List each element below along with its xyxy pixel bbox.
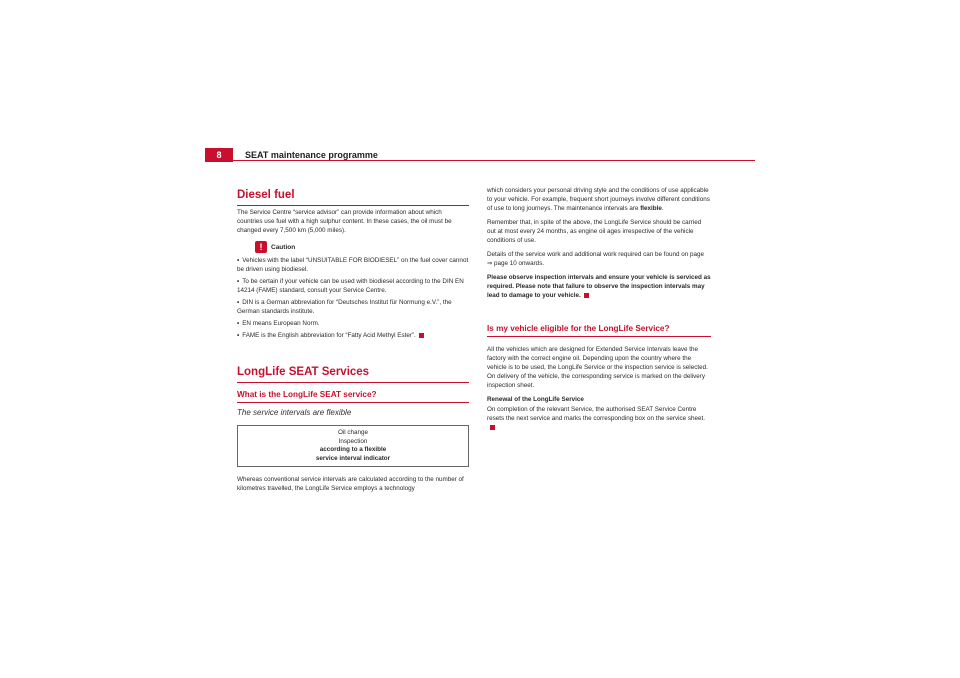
details-paragraph: Details of the service work and additional work required can be found on page ⇒ page 10 onwards. bbox=[487, 251, 705, 267]
header-rule bbox=[205, 160, 755, 161]
list-item: • Vehicles with the label “UNSUITABLE FOR BIODIESEL” on the fuel cover cannot be driven using biodiesel. bbox=[237, 257, 469, 273]
end-mark-icon bbox=[490, 425, 495, 430]
diesel-paragraph: The Service Centre “service advisor” can provide information about which countries use fuel with a high sulphur content. In these cases, the oil must be changed every 7,500 km (5,000 miles). bbox=[237, 209, 452, 234]
running-title: SEAT maintenance programme bbox=[245, 150, 378, 160]
list-item: • DIN is a German abbreviation for “Deutsches Institut für Normung e.V.”, the German standards institute. bbox=[237, 299, 452, 315]
longlife-heading: LongLife SEAT Services bbox=[237, 365, 469, 383]
page-header bbox=[205, 148, 755, 162]
box-line: according to a flexible bbox=[319, 446, 387, 453]
whereas-paragraph: Whereas conventional service intervals are calculated according to the number of kilometres travelled, the LongLife Service employs a technology bbox=[237, 476, 464, 492]
renewal-heading: Renewal of the LongLife Service bbox=[487, 396, 584, 403]
box-line: Inspection bbox=[338, 437, 368, 445]
intro-italic: The service intervals are flexible bbox=[237, 408, 352, 417]
continuation-paragraph: which considers your personal driving style and the conditions of use applicable to your vehicle. For example, frequent short journeys involve different conditions of use to long journeys. The maintenance intervals are flexible. bbox=[487, 187, 710, 212]
diesel-fuel-heading: Diesel fuel bbox=[237, 188, 469, 206]
caution-header bbox=[255, 241, 469, 253]
remember-paragraph: Remember that, in spite of the above, the LongLife Service should be carried out at most every 24 months, as engine oil ages irrespective of the vehicle conditions of use. bbox=[487, 219, 702, 244]
box-line: service interval indicator bbox=[315, 454, 391, 462]
flexible-word: flexible bbox=[640, 205, 662, 212]
service-interval-box bbox=[237, 425, 469, 467]
caution-list bbox=[237, 256, 469, 340]
page-number: 8 bbox=[205, 148, 233, 162]
eligible-heading: Is my vehicle eligible for the LongLife Service? bbox=[487, 323, 711, 337]
renewal-paragraph: On completion of the relevant Service, the authorised SEAT Service Centre resets the next service and marks the corresponding box on the service sheet. bbox=[487, 405, 711, 432]
end-mark-icon bbox=[419, 333, 424, 338]
list-item: • EN means European Norm. bbox=[237, 320, 320, 327]
end-mark-icon bbox=[584, 293, 589, 298]
eligible-paragraph: All the vehicles which are designed for Extended Service Intervals leave the factory with the correct engine oil. Depending upon the country where the vehicle is to be used, the LongLife Service or the inspection service is selected. On delivery of the vehicle, the corresponding service is marked on the delivery inspection sheet. bbox=[487, 346, 708, 389]
list-item: • FAME is the English abbreviation for “Fatty Acid Methyl Ester”. bbox=[237, 331, 469, 340]
box-line: Oil change bbox=[337, 429, 369, 436]
what-is-longlife-heading: What is the LongLife SEAT service? bbox=[237, 389, 469, 403]
right-column bbox=[487, 186, 711, 437]
left-column bbox=[237, 188, 469, 498]
list-item: • To be certain if your vehicle can be used with biodiesel according to the DIN EN 14214 (FAME) standard, consult your Service Centre. bbox=[237, 278, 464, 294]
warning-paragraph: Please observe inspection intervals and ensure your vehicle is serviced as required. Please note that failure to observe the inspection intervals may lead to damage to your vehicle. bbox=[487, 274, 711, 299]
caution-icon: ! bbox=[255, 241, 267, 253]
caution-label: Caution bbox=[271, 243, 296, 251]
